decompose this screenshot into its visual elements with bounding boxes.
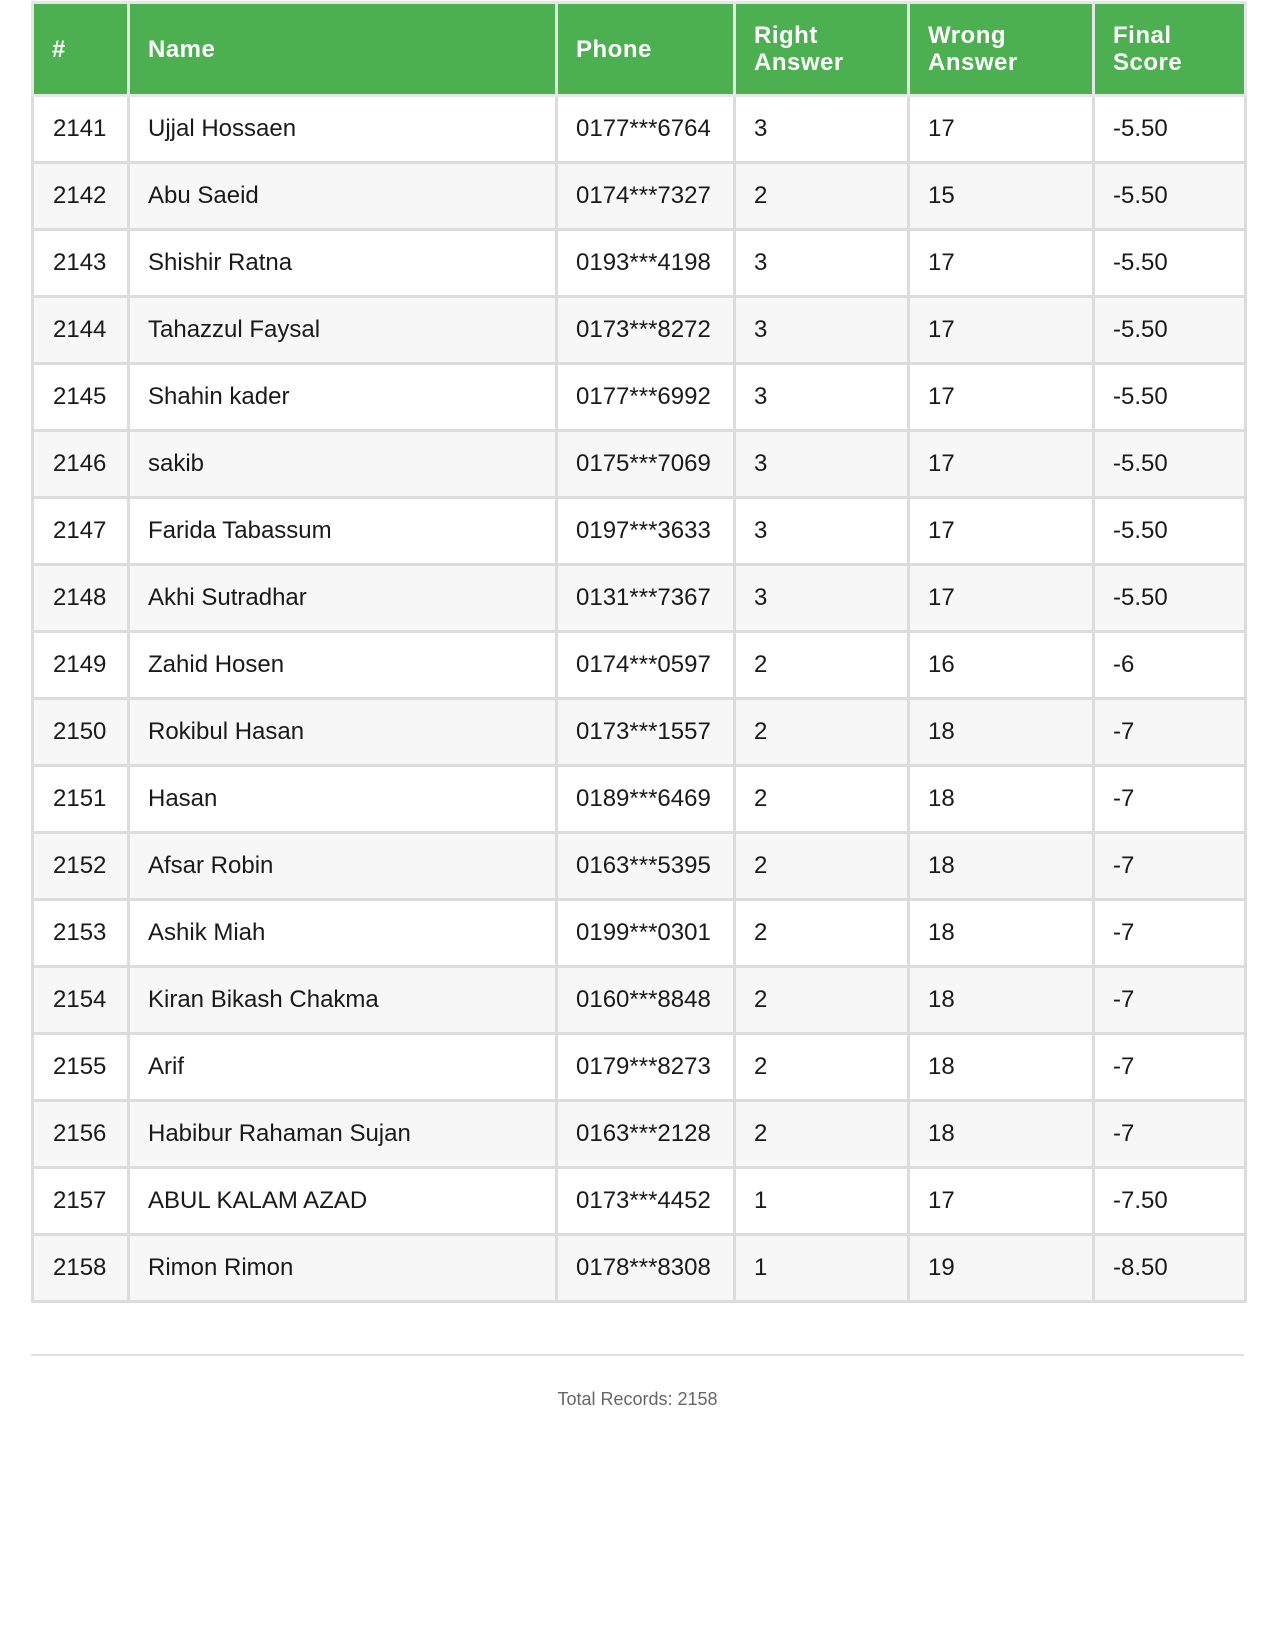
cell-final-score: -7.50	[1094, 1168, 1246, 1235]
cell-right-answer: 3	[735, 230, 909, 297]
table-row	[33, 96, 1246, 163]
cell-wrong-answer: 18	[909, 766, 1094, 833]
cell-wrong-answer: 17	[909, 1168, 1094, 1235]
cell-right-answer: 2	[735, 967, 909, 1034]
cell-right-answer: 1	[735, 1168, 909, 1235]
cell-right-answer: 3	[735, 364, 909, 431]
cell-wrong-answer: 18	[909, 900, 1094, 967]
cell-num: 2142	[33, 163, 129, 230]
cell-name: ABUL KALAM AZAD	[129, 1168, 557, 1235]
cell-phone: 0197***3633	[557, 498, 735, 565]
results-table	[31, 1, 1247, 1303]
cell-name: Zahid Hosen	[129, 632, 557, 699]
cell-name: Abu Saeid	[129, 163, 557, 230]
cell-phone: 0178***8308	[557, 1235, 735, 1302]
cell-final-score: -7	[1094, 1034, 1246, 1101]
cell-right-answer: 2	[735, 163, 909, 230]
cell-name: Shishir Ratna	[129, 230, 557, 297]
cell-num: 2158	[33, 1235, 129, 1302]
cell-name: Rokibul Hasan	[129, 699, 557, 766]
cell-name: Ujjal Hossaen	[129, 96, 557, 163]
header-phone: Phone	[557, 3, 735, 96]
cell-final-score: -5.50	[1094, 364, 1246, 431]
cell-phone: 0163***5395	[557, 833, 735, 900]
cell-wrong-answer: 19	[909, 1235, 1094, 1302]
header-row	[33, 3, 1246, 96]
cell-final-score: -5.50	[1094, 96, 1246, 163]
cell-right-answer: 3	[735, 498, 909, 565]
cell-name: Farida Tabassum	[129, 498, 557, 565]
cell-name: Afsar Robin	[129, 833, 557, 900]
cell-right-answer: 2	[735, 766, 909, 833]
cell-right-answer: 1	[735, 1235, 909, 1302]
cell-wrong-answer: 18	[909, 1034, 1094, 1101]
cell-wrong-answer: 17	[909, 565, 1094, 632]
cell-num: 2154	[33, 967, 129, 1034]
cell-phone: 0173***8272	[557, 297, 735, 364]
cell-phone: 0189***6469	[557, 766, 735, 833]
cell-wrong-answer: 18	[909, 833, 1094, 900]
cell-phone: 0160***8848	[557, 967, 735, 1034]
cell-wrong-answer: 17	[909, 498, 1094, 565]
cell-num: 2147	[33, 498, 129, 565]
cell-num: 2146	[33, 431, 129, 498]
footer-divider	[31, 1354, 1244, 1356]
header-wrong-answer: Wrong Answer	[909, 3, 1094, 96]
cell-right-answer: 2	[735, 699, 909, 766]
cell-phone: 0179***8273	[557, 1034, 735, 1101]
cell-num: 2145	[33, 364, 129, 431]
cell-right-answer: 2	[735, 1101, 909, 1168]
cell-wrong-answer: 18	[909, 1101, 1094, 1168]
cell-wrong-answer: 17	[909, 431, 1094, 498]
table-row	[33, 1235, 1246, 1302]
cell-phone: 0173***1557	[557, 699, 735, 766]
cell-name: Akhi Sutradhar	[129, 565, 557, 632]
table-row	[33, 230, 1246, 297]
cell-final-score: -7	[1094, 967, 1246, 1034]
table-row	[33, 1101, 1246, 1168]
cell-wrong-answer: 18	[909, 699, 1094, 766]
cell-wrong-answer: 17	[909, 297, 1094, 364]
cell-num: 2149	[33, 632, 129, 699]
cell-phone: 0175***7069	[557, 431, 735, 498]
header-final-score: Final Score	[1094, 3, 1246, 96]
cell-phone: 0199***0301	[557, 900, 735, 967]
cell-num: 2152	[33, 833, 129, 900]
cell-right-answer: 2	[735, 1034, 909, 1101]
cell-name: Habibur Rahaman Sujan	[129, 1101, 557, 1168]
cell-final-score: -5.50	[1094, 498, 1246, 565]
cell-num: 2148	[33, 565, 129, 632]
cell-final-score: -7	[1094, 900, 1246, 967]
table-row	[33, 431, 1246, 498]
cell-wrong-answer: 17	[909, 96, 1094, 163]
cell-wrong-answer: 15	[909, 163, 1094, 230]
cell-phone: 0177***6992	[557, 364, 735, 431]
table-row	[33, 364, 1246, 431]
cell-phone: 0163***2128	[557, 1101, 735, 1168]
cell-right-answer: 3	[735, 297, 909, 364]
table-row	[33, 565, 1246, 632]
cell-num: 2144	[33, 297, 129, 364]
header-num: #	[33, 3, 129, 96]
cell-final-score: -8.50	[1094, 1235, 1246, 1302]
cell-phone: 0193***4198	[557, 230, 735, 297]
table-row	[33, 900, 1246, 967]
header-name: Name	[129, 3, 557, 96]
total-records: Total Records: 2158	[557, 1389, 718, 1409]
cell-num: 2157	[33, 1168, 129, 1235]
cell-num: 2143	[33, 230, 129, 297]
cell-final-score: -7	[1094, 699, 1246, 766]
cell-name: Ashik Miah	[129, 900, 557, 967]
table-row	[33, 699, 1246, 766]
cell-right-answer: 2	[735, 632, 909, 699]
table-row	[33, 1168, 1246, 1235]
cell-name: Arif	[129, 1034, 557, 1101]
cell-num: 2151	[33, 766, 129, 833]
cell-right-answer: 2	[735, 833, 909, 900]
cell-right-answer: 3	[735, 565, 909, 632]
cell-name: Hasan	[129, 766, 557, 833]
cell-final-score: -5.50	[1094, 565, 1246, 632]
cell-num: 2141	[33, 96, 129, 163]
cell-right-answer: 3	[735, 431, 909, 498]
table-row	[33, 498, 1246, 565]
table-row	[33, 632, 1246, 699]
cell-final-score: -5.50	[1094, 230, 1246, 297]
cell-wrong-answer: 16	[909, 632, 1094, 699]
cell-wrong-answer: 18	[909, 967, 1094, 1034]
cell-num: 2156	[33, 1101, 129, 1168]
header-right-answer: Right Answer	[735, 3, 909, 96]
cell-final-score: -7	[1094, 766, 1246, 833]
cell-final-score: -5.50	[1094, 163, 1246, 230]
table-body	[33, 96, 1246, 1302]
cell-final-score: -5.50	[1094, 297, 1246, 364]
cell-right-answer: 2	[735, 900, 909, 967]
cell-phone: 0174***7327	[557, 163, 735, 230]
cell-final-score: -5.50	[1094, 431, 1246, 498]
table-row	[33, 833, 1246, 900]
table-row	[33, 967, 1246, 1034]
cell-num: 2150	[33, 699, 129, 766]
cell-name: Rimon Rimon	[129, 1235, 557, 1302]
cell-name: Kiran Bikash Chakma	[129, 967, 557, 1034]
cell-wrong-answer: 17	[909, 364, 1094, 431]
cell-phone: 0173***4452	[557, 1168, 735, 1235]
cell-phone: 0131***7367	[557, 565, 735, 632]
cell-phone: 0174***0597	[557, 632, 735, 699]
table-row	[33, 297, 1246, 364]
table-row	[33, 163, 1246, 230]
cell-wrong-answer: 17	[909, 230, 1094, 297]
cell-name: Tahazzul Faysal	[129, 297, 557, 364]
cell-final-score: -7	[1094, 833, 1246, 900]
cell-final-score: -6	[1094, 632, 1246, 699]
cell-name: sakib	[129, 431, 557, 498]
cell-phone: 0177***6764	[557, 96, 735, 163]
cell-num: 2153	[33, 900, 129, 967]
cell-right-answer: 3	[735, 96, 909, 163]
cell-num: 2155	[33, 1034, 129, 1101]
cell-name: Shahin kader	[129, 364, 557, 431]
table-row	[33, 766, 1246, 833]
table-row	[33, 1034, 1246, 1101]
table-header	[33, 3, 1246, 96]
cell-final-score: -7	[1094, 1101, 1246, 1168]
